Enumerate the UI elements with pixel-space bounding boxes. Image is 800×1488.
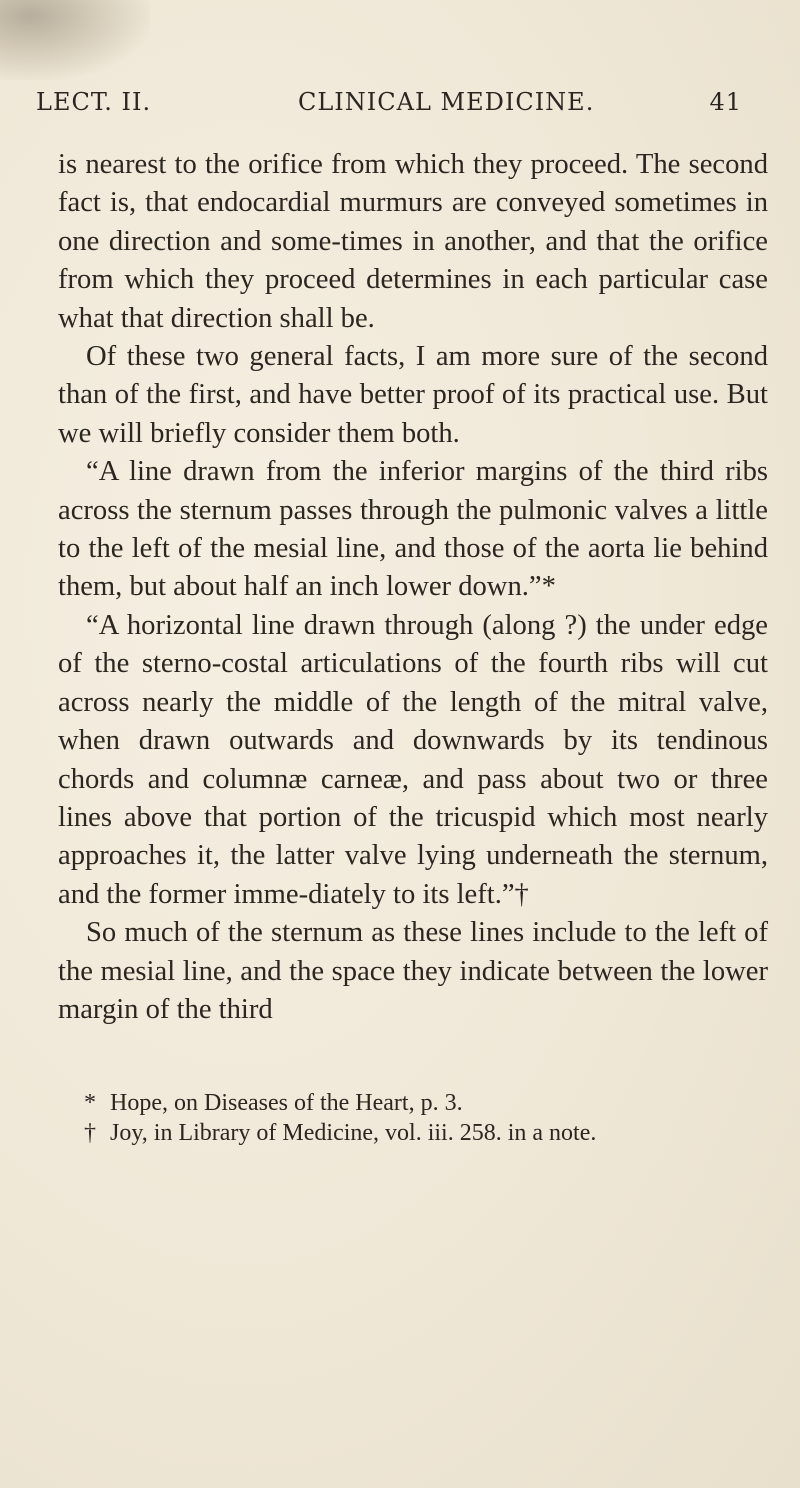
body-text [58,146,768,1029]
footnote-mark: † [84,1120,96,1146]
footnote [76,1118,776,1148]
running-title: CLINICAL MEDICINE. [298,88,595,116]
footnote [76,1088,776,1118]
quoted-paragraph: “A line drawn from the inferior margins of the third ribs across the sternum passes through the pulmonic valves a little to the left of the mesial line, and those of the aorta lie behind them, but about half an inch lower down.”* [58,456,768,603]
footnotes [76,1088,776,1148]
footnote-text: Hope, on Diseases of the Heart, p. 3. [110,1090,463,1116]
paragraph: Of these two general facts, I am more sure of the second than of the first, and have better proof of its practical use. But we will briefly consider them both. [58,341,768,449]
paragraph: So much of the sternum as these lines include to the left of the mesial line, and the space they indicate between the lower margin of the third [58,917,768,1025]
quoted-paragraph: “A horizontal line drawn through (along ?) the under edge of the sterno-costal articulations of the fourth ribs will cut across nearly the middle of the length of the mitral valve, when drawn outwards and downwards by its tendinous chords and columnæ carneæ, and pass about two or three lines above that portion of the tricuspid which most nearly approaches it, the latter valve lying underneath the sternum, and the former imme-diately to its left.”† [58,609,768,910]
running-head [36,88,742,124]
paragraph: is nearest to the orifice from which they proceed. The second fact is, that endocardial murmurs are conveyed sometimes in one direction and some-times in another, and that the orifice from which they proceed determines in each particular case what that direction shall be. [58,149,768,334]
page-number: 41 [709,88,742,116]
footnote-text: Joy, in Library of Medicine, vol. iii. 258. in a note. [110,1120,597,1146]
lecture-number: LECT. II. [36,88,152,116]
footnote-mark: * [84,1090,96,1116]
page-stain [0,0,150,80]
